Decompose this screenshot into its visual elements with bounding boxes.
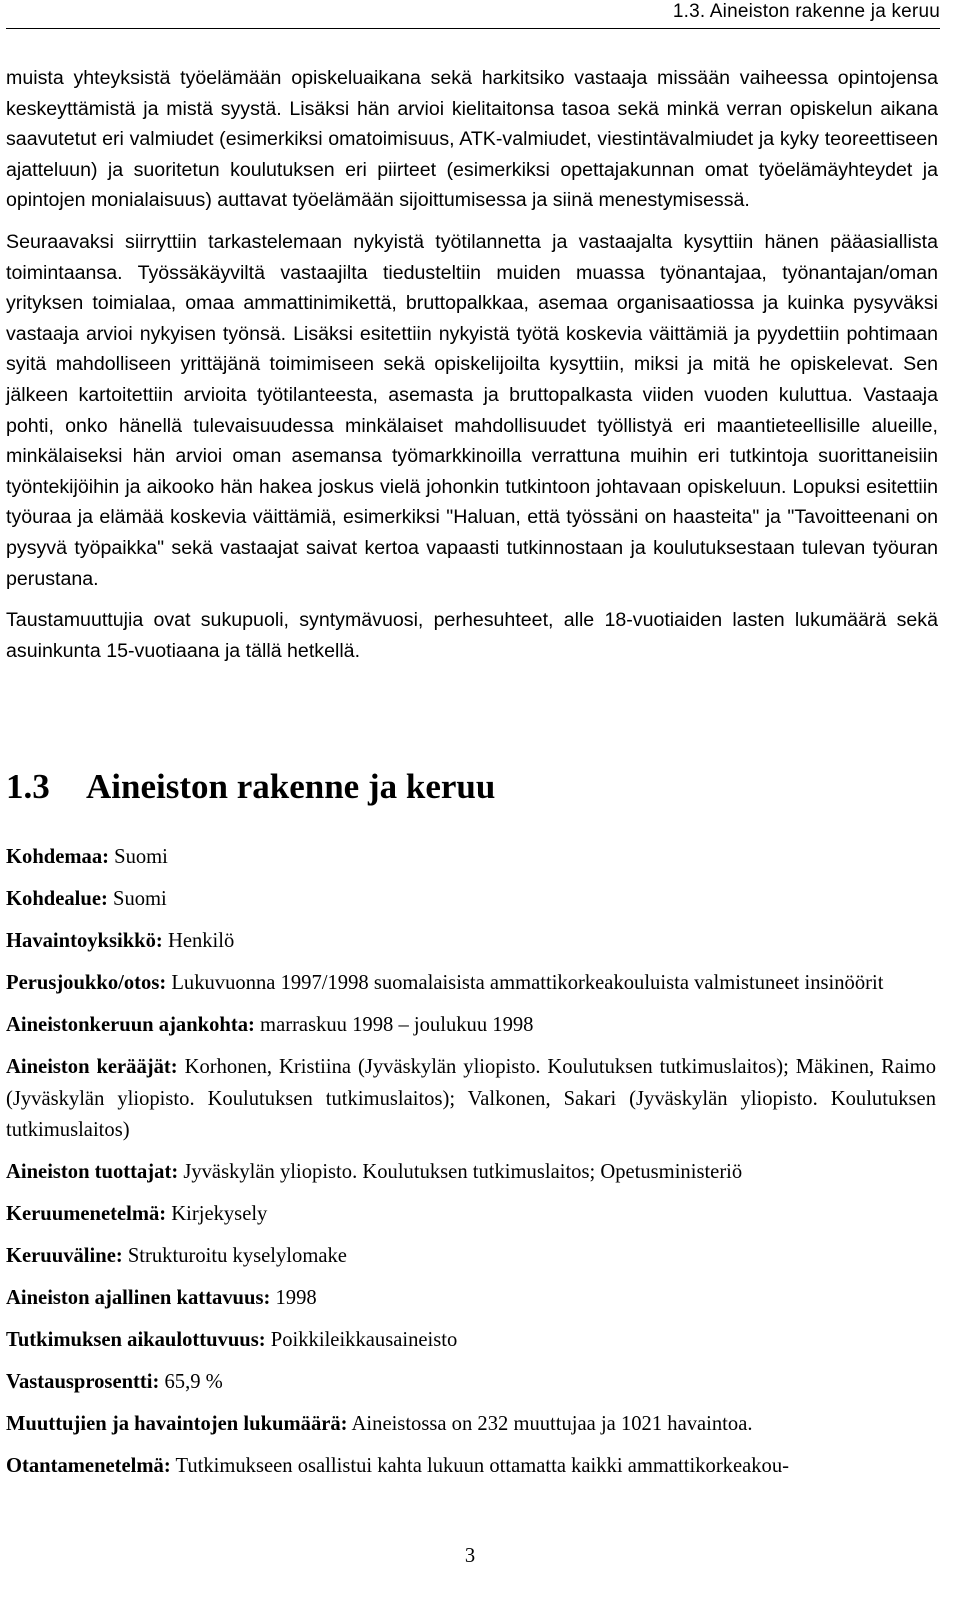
meta-item bbox=[6, 1283, 936, 1315]
meta-key: Havaintoyksikkö: bbox=[6, 929, 163, 952]
meta-item bbox=[6, 1052, 936, 1147]
meta-key: Aineistonkeruun ajankohta: bbox=[6, 1013, 255, 1036]
meta-value: Korhonen, Kristiina (Jyväskylän yliopisto. Koulutuksen tutkimuslaitos); Mäkinen, Raimo (Jyväskylän yliopisto. Koulutuksen tutkimuslaitos); Valkonen, Sakari (Jyväskylän yliopisto. Koulutuksen tutkimuslaitos) bbox=[6, 1055, 936, 1142]
meta-item bbox=[6, 842, 936, 874]
meta-item bbox=[6, 1409, 936, 1441]
meta-value: Jyväskylän yliopisto. Koulutuksen tutkimuslaitos; Opetusministeriö bbox=[178, 1161, 743, 1184]
meta-item bbox=[6, 926, 936, 958]
meta-value: Kirjekysely bbox=[166, 1203, 268, 1226]
running-header-title: 1.3. Aineiston rakenne ja keruu bbox=[672, 1, 940, 22]
meta-value: Aineistossa on 232 muuttujaa ja 1021 havaintoa. bbox=[347, 1413, 753, 1435]
meta-key: Kohdealue: bbox=[6, 887, 108, 910]
running-header bbox=[6, 0, 940, 29]
meta-item bbox=[6, 968, 936, 1000]
metadata-list bbox=[6, 842, 936, 1493]
section-heading bbox=[6, 763, 495, 811]
meta-key: Kohdemaa: bbox=[6, 846, 109, 868]
meta-value: Poikkileikkausaineisto bbox=[265, 1329, 458, 1352]
meta-value: marraskuu 1998 – joulukuu 1998 bbox=[254, 1013, 534, 1036]
meta-key: Otantamenetelmä: bbox=[6, 1454, 171, 1477]
paragraph-current-work: Seuraavaksi siirryttiin tarkastelemaan nykyistä työtilannetta ja vastaajalta kysyttiin hänen pääasiallista toimintaansa. Työssäkäyviltä vastaajilta tiedusteltiin muiden muassa työnantajaa, työnantajan/oman yrityksen toimialaa, omaa ammattinimikettä, bruttopalkkaa, asemaa organisaatiossa ja kuinka pysyväksi vastaaja arvioi nykyisen työnsä. Lisäksi esitettiin nykyistä työtä koskevia väittämiä ja pyydettiin pohtimaan syitä mahdolliseen yrittäjänä toimimiseen sekä opiskelijoilta kysyttiin, miksi ja mitä he opiskelevat. Sen jälkeen kartoitettiin arvioita työtilanteesta, asemasta ja bruttopalkasta viiden vuoden kuluttua. Vastaaja pohti, onko hänellä tulevaisuudessa minkälaiset mahdollisuudet työllistyä eri maantieteellisille alueille, minkälaiseksi hän arvioi oman asemansa työmarkkinoilla verrattuna muihin eri tutkintoja suorittaneisiin työntekijöihin ja aikooko hän hakea joskus vielä johonkin tutkintoon johtavaan opiskeluun. Lopuksi esitettiin työuraa ja elämää koskevia väittämiä, esimerkiksi "Haluan, että työssäni on haasteita" ja "Tavoitteenani on pysyvä työpaikka" sekä vastaajat saivat kertoa vapaasti tutkinnostaan ja koulutuksestaan tulevan työuran perustana. bbox=[6, 230, 938, 590]
meta-item bbox=[6, 1157, 936, 1189]
meta-value: Henkilö bbox=[162, 929, 235, 952]
meta-value: Strukturoitu kyselylomake bbox=[122, 1245, 347, 1268]
meta-key: Keruuväline: bbox=[6, 1245, 123, 1268]
meta-key: Keruumenetelmä: bbox=[6, 1203, 167, 1226]
meta-item bbox=[6, 884, 936, 916]
meta-item bbox=[6, 1199, 936, 1231]
meta-item bbox=[6, 1325, 936, 1357]
meta-key: Vastausprosentti: bbox=[6, 1371, 160, 1394]
meta-key: Aineiston tuottajat: bbox=[6, 1161, 179, 1184]
body-text bbox=[6, 63, 938, 677]
meta-item bbox=[6, 1010, 936, 1042]
meta-item bbox=[6, 1241, 936, 1273]
meta-key: Tutkimuksen aikaulottuvuus: bbox=[6, 1329, 266, 1352]
meta-key: Aineiston ajallinen kattavuus: bbox=[6, 1287, 271, 1310]
section-title: Aineiston rakenne ja keruu bbox=[86, 767, 496, 806]
meta-value: 1998 bbox=[270, 1287, 317, 1310]
meta-item bbox=[6, 1367, 936, 1399]
meta-item bbox=[6, 1451, 936, 1483]
meta-value: 65,9 % bbox=[159, 1371, 223, 1394]
paragraph-study-questions: muista yhteyksistä työelämään opiskeluaikana sekä harkitsiko vastaaja missään vaiheessa opintojensa keskeyttämistä ja mistä syystä. Lisäksi hän arvioi kielitaitonsa tasoa sekä minkä verran opiskelun aikana saavutetut eri valmiudet (esimerkiksi omatoimisuus, ATK-valmiudet, viestintävalmiudet ja kyky teoreettiseen ajatteluun) ja suoritetun koulutuksen eri piirteet (esimerkiksi opettajakunnan omat työelämäyhteydet ja opintojen monialaisuus) auttavat työelämään sijoittumisessa ja siinä menestymisessä. bbox=[6, 67, 938, 212]
meta-key: Aineiston kerääjät: bbox=[6, 1055, 178, 1078]
meta-value: Tutkimukseen osallistui kahta lukuun ottamatta kaikki ammattikorkeakou- bbox=[170, 1454, 789, 1477]
page-number: 3 bbox=[464, 1545, 476, 1567]
meta-key: Perusjoukko/otos: bbox=[6, 971, 167, 994]
section-number: 1.3 bbox=[6, 767, 50, 806]
paragraph-background-variables: Taustamuuttujia ovat sukupuoli, syntymävuosi, perhesuhteet, alle 18-vuotiaiden lasten lukumäärä sekä asuinkunta 15-vuotiaana ja tällä hetkellä. bbox=[6, 609, 938, 662]
meta-key: Muuttujien ja havaintojen lukumäärä: bbox=[6, 1413, 348, 1435]
meta-value: Suomi bbox=[107, 887, 167, 910]
meta-value: Lukuvuonna 1997/1998 suomalaisista ammattikorkeakouluista valmistuneet insinöörit bbox=[166, 971, 884, 994]
meta-value: Suomi bbox=[108, 846, 168, 868]
